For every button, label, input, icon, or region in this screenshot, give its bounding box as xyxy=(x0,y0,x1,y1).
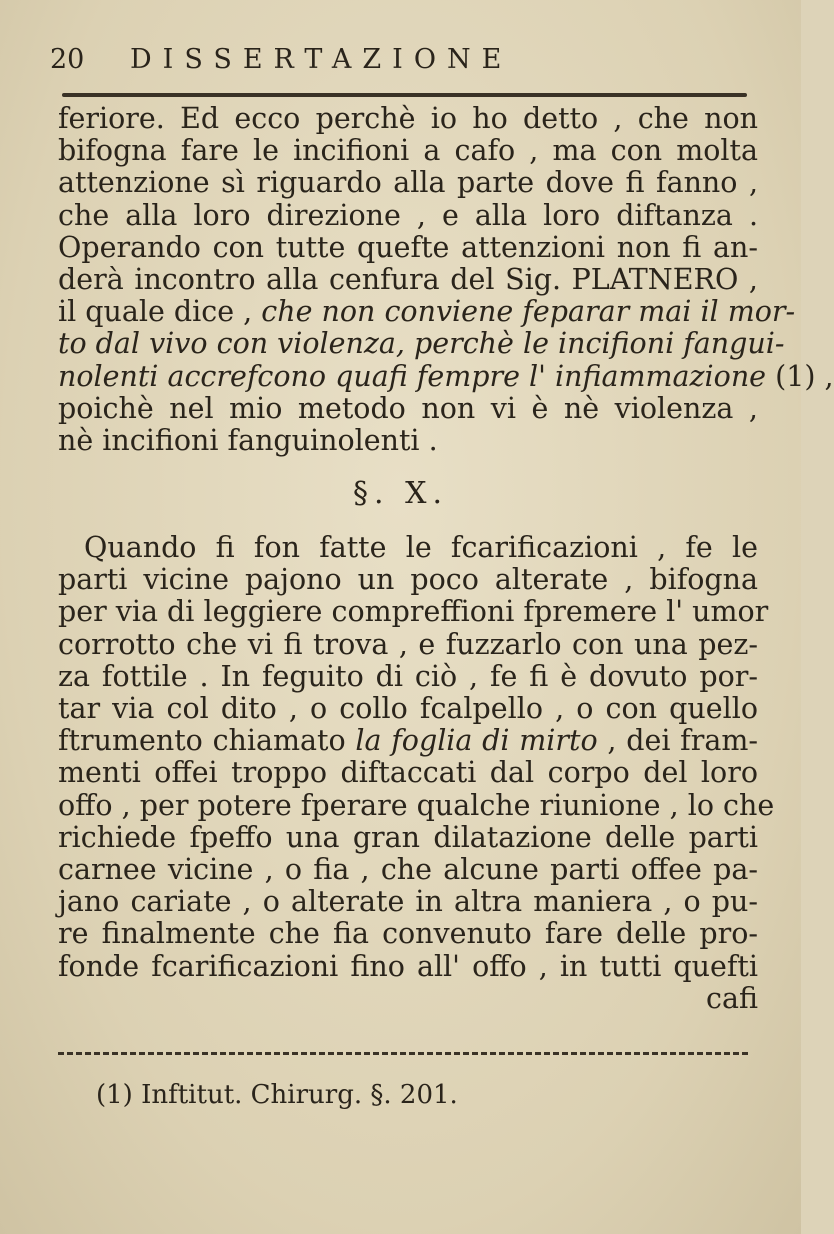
footnote: (1) Inftitut. Chirurg. §. 201. xyxy=(96,1080,458,1110)
text-line xyxy=(58,359,834,393)
text-line: Quando fi fon fatte le fcarificazioni , fe le xyxy=(84,531,758,564)
text-line: che alla loro direzione , e alla loro diftanza . xyxy=(58,198,758,232)
text-line: re finalmente che fia convenuto fare delle pro- xyxy=(58,917,758,951)
catchword: cafi xyxy=(706,981,758,1015)
text-line: ftrumento chiamato la foglia di mirto , dei fram- xyxy=(58,724,758,758)
text-line: tar via col dito , o collo fcalpello , o con quello xyxy=(58,692,758,726)
section-heading: §. X. xyxy=(353,476,448,511)
text-line: nè incifioni fanguinolenti . xyxy=(58,424,438,458)
paragraph-1 xyxy=(58,102,834,458)
text-line: parti vicine pajono un poco alterate , bifogna xyxy=(58,563,758,597)
text-line: fonde fcarificazioni fino all' offo , in tutti quefti xyxy=(58,949,758,983)
quoted-text: che non conviene feparar mai il mor- xyxy=(261,295,796,329)
text-line: attenzione sì riguardo alla parte dove fi fanno , xyxy=(58,166,758,200)
quoted-text: to dal vivo con violenza, perchè le incifioni fangui- xyxy=(58,327,785,361)
italic-term: la foglia di mirto xyxy=(355,724,598,758)
text-line: jano cariate , o alterate in altra maniera , o pu- xyxy=(58,885,758,919)
quoted-text: nolenti accrefcono quafi fempre l' infiammazione xyxy=(58,359,767,393)
text-line: menti offei troppo diftaccati dal corpo del loro xyxy=(58,756,758,790)
text-line: bifogna fare le incifioni a cafo , ma con molta xyxy=(58,134,758,168)
text-line: Operando con tutte quefte attenzioni non fi an- xyxy=(58,230,758,264)
page-number: 20 xyxy=(50,44,85,75)
text-line: feriore. Ed ecco perchè io ho detto , che non xyxy=(58,102,758,135)
text-line: derà incontro alla cenfura del Sig. PLATNERO , xyxy=(58,263,758,297)
footnote-rule xyxy=(58,1052,748,1055)
text-line: za fottile . In feguito di ciò , fe fi è dovuto por- xyxy=(58,659,758,693)
text-line: poichè nel mio metodo non vi è nè violenza , xyxy=(58,391,758,425)
text-line: offo , per potere fperare qualche riunione , lo che xyxy=(58,788,775,822)
running-title: DISSERTAZIONE xyxy=(130,44,513,75)
footnote-reference: (1) , xyxy=(766,359,834,393)
paragraph-2 xyxy=(58,531,775,1015)
text-line: corrotto che vi fi trova , e fuzzarlo con una pez- xyxy=(58,627,758,661)
text-line: carnee vicine , o fia , che alcune parti offee pa- xyxy=(58,853,758,887)
text-line xyxy=(58,327,785,361)
text-line: per via di leggiere compreffioni fpremere l' umor xyxy=(58,595,769,629)
quote-intro: il quale dice , xyxy=(58,295,262,329)
text-line xyxy=(58,295,796,329)
text-line: richiede fpeffo una gran dilatazione delle parti xyxy=(58,820,758,854)
header-rule xyxy=(62,93,747,97)
page-header xyxy=(50,44,750,84)
